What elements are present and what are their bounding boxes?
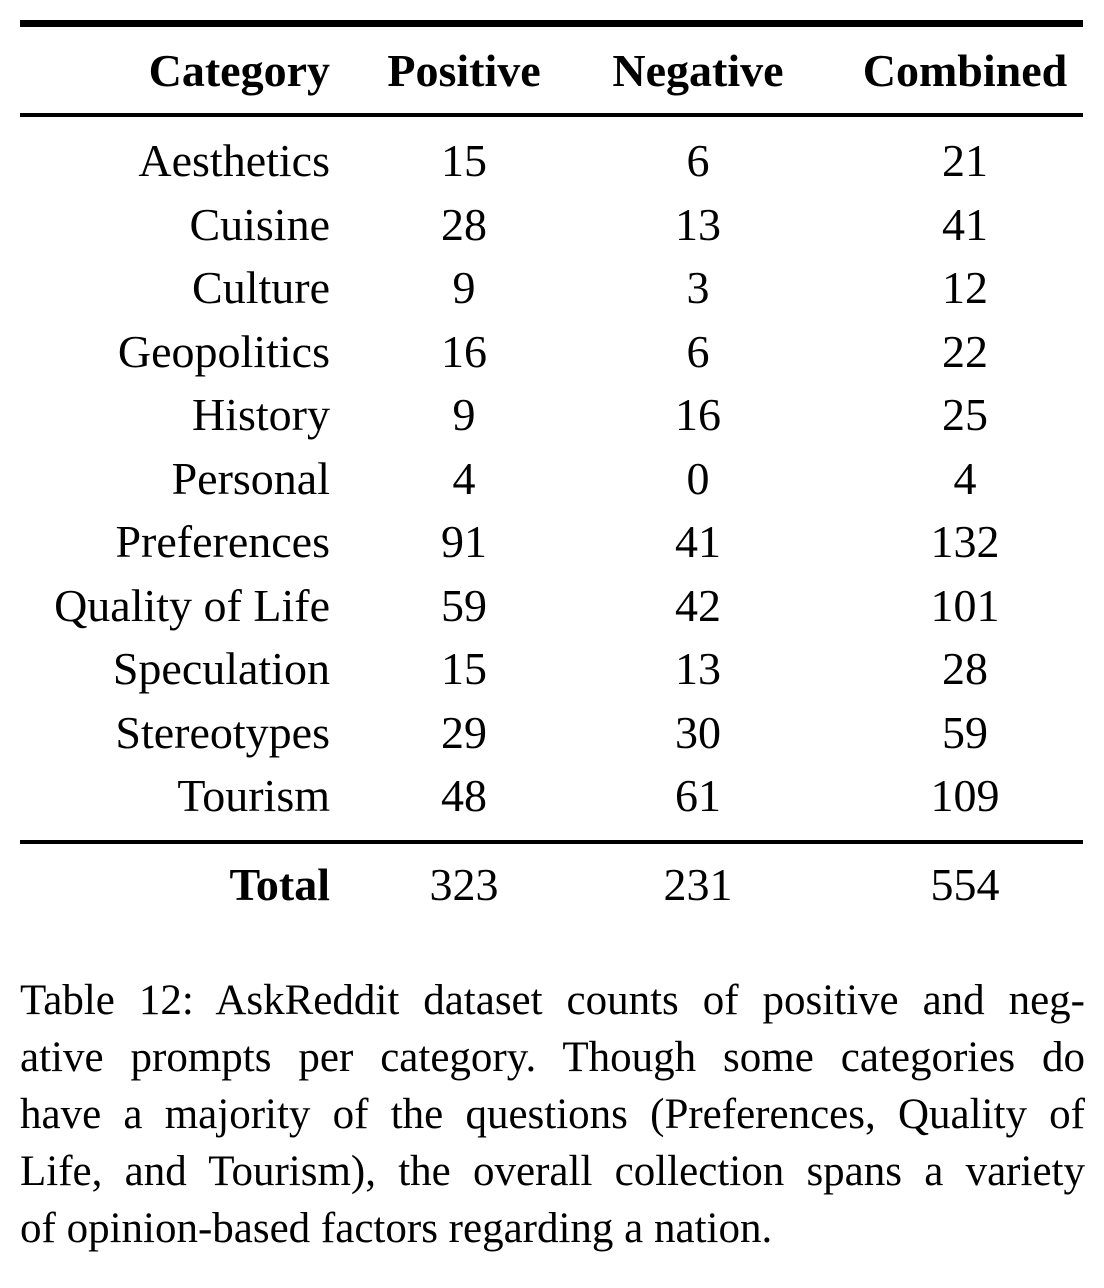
table-row [20, 574, 1083, 638]
row-category-label: Culture [192, 262, 330, 314]
table-body [20, 117, 1083, 840]
row-category-label: Quality of Life [54, 579, 330, 631]
row-negative-value: 6 [686, 325, 710, 377]
row-positive-value: 9 [452, 262, 476, 314]
row-category-label: Speculation [112, 643, 330, 695]
row-combined-value: 25 [942, 389, 988, 441]
row-category-label: Tourism [177, 770, 330, 822]
caption-line: ative prompts per category. Though some categories do [20, 1033, 1085, 1081]
row-category-label: Cuisine [189, 198, 330, 250]
row-category-label: Stereotypes [115, 706, 330, 758]
row-category-label: History [192, 389, 330, 441]
row-combined-value: 12 [942, 262, 988, 314]
caption-line: of opinion-based factors regarding a nation. [20, 1204, 773, 1252]
row-positive-value: 28 [441, 198, 487, 250]
caption-line: have a majority of the questions (Preferences, Quality of [20, 1090, 1085, 1138]
row-negative-value: 61 [675, 770, 721, 822]
row-category-label: Personal [171, 452, 330, 504]
row-combined-value: 28 [942, 643, 988, 695]
row-negative-value: 13 [675, 198, 721, 250]
row-combined-value: 41 [942, 198, 988, 250]
row-positive-value: 91 [441, 516, 487, 568]
table-row [20, 256, 1083, 320]
row-negative-value: 41 [675, 516, 721, 568]
total-negative-value: 231 [663, 859, 733, 910]
row-combined-value: 59 [942, 706, 988, 758]
total-label: Total [229, 859, 330, 910]
table-header-row [20, 27, 1083, 113]
table-row [20, 320, 1083, 384]
table-row [20, 510, 1083, 574]
column-header-positive: Positive [387, 44, 541, 96]
row-positive-value: 48 [441, 770, 487, 822]
row-negative-value: 42 [675, 579, 721, 631]
row-negative-value: 0 [686, 452, 710, 504]
table-row [20, 383, 1083, 447]
table-caption [20, 972, 1085, 1257]
row-category-label: Aesthetics [138, 135, 330, 187]
row-negative-value: 6 [686, 135, 710, 187]
caption-line: Table 12: AskReddit dataset counts of positive and neg- [20, 976, 1085, 1024]
table-row [20, 701, 1083, 765]
row-positive-value: 15 [441, 135, 487, 187]
column-header-category: Category [148, 44, 330, 96]
table-top-rule [20, 20, 1083, 27]
table-row [20, 129, 1083, 193]
row-negative-value: 3 [686, 262, 710, 314]
total-combined-value: 554 [930, 859, 1000, 910]
column-header-negative: Negative [612, 44, 784, 96]
row-positive-value: 9 [452, 389, 476, 441]
caption-line: Life, and Tourism), the overall collection spans a variety [20, 1147, 1085, 1195]
row-combined-value: 101 [930, 579, 1000, 631]
row-combined-value: 21 [942, 135, 988, 187]
data-table [20, 20, 1083, 926]
row-category-label: Preferences [115, 516, 330, 568]
total-positive-value: 323 [429, 859, 499, 910]
table-row [20, 637, 1083, 701]
row-negative-value: 30 [675, 706, 721, 758]
column-header-combined: Combined [862, 44, 1068, 96]
table-total-row [20, 844, 1083, 926]
row-category-label: Geopolitics [117, 325, 330, 377]
row-negative-value: 16 [675, 389, 721, 441]
table-row [20, 193, 1083, 257]
row-positive-value: 59 [441, 579, 487, 631]
row-combined-value: 132 [930, 516, 1000, 568]
row-positive-value: 16 [441, 325, 487, 377]
row-combined-value: 22 [942, 325, 988, 377]
table-row [20, 447, 1083, 511]
row-positive-value: 29 [441, 706, 487, 758]
table-row [20, 764, 1083, 828]
row-negative-value: 13 [675, 643, 721, 695]
row-combined-value: 109 [930, 770, 1000, 822]
row-combined-value: 4 [953, 452, 977, 504]
row-positive-value: 15 [441, 643, 487, 695]
row-positive-value: 4 [452, 452, 476, 504]
